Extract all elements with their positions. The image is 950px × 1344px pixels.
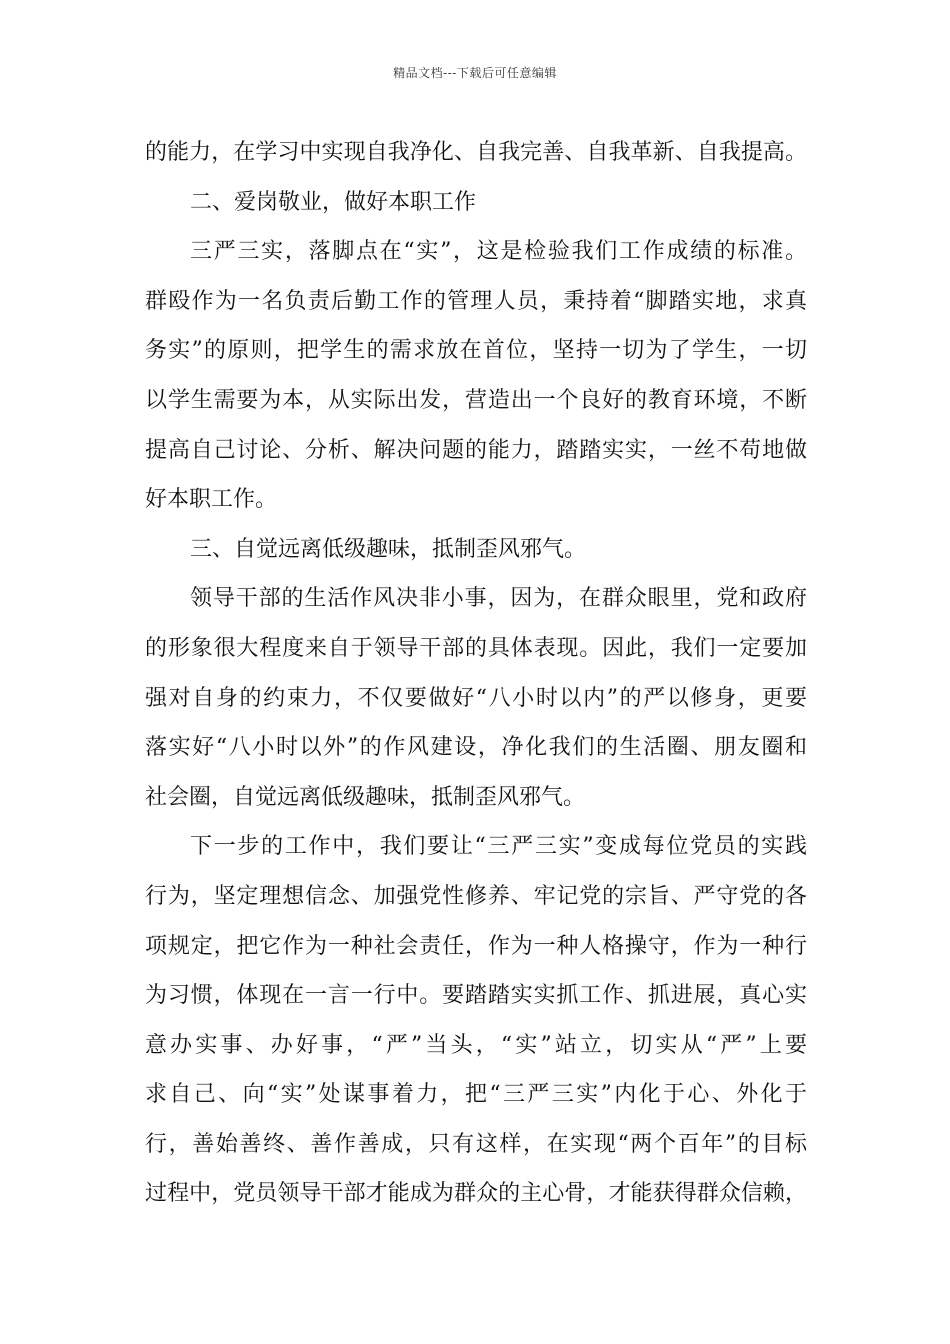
section-heading: 二、爱岗敬业，做好本职工作 — [190, 189, 477, 215]
body-line: 的能力，在学习中实现自我净化、自我完善、自我革新、自我提高。 — [145, 140, 807, 165]
body-line: 求自己、向“实”处谋事着力，把“三严三实”内化于心、外化于 — [145, 1082, 807, 1108]
page-header: 精品文档---下载后可任意编辑 — [393, 66, 557, 80]
body-line: 过程中，党员领导干部才能成为群众的主心骨，才能获得群众信赖， — [145, 1181, 807, 1207]
body-line: 意办实事、办好事，“严”当头，“实”站立，切实从“严”上要 — [145, 1032, 807, 1058]
section-heading: 三、自觉远离低级趣味，抵制歪风邪气。 — [190, 536, 587, 562]
body-line: 为习惯，体现在一言一行中。要踏踏实实抓工作、抓进展，真心实 — [145, 983, 807, 1009]
body-line: 三严三实，落脚点在“实”，这是检验我们工作成绩的标准。 — [190, 239, 807, 265]
body-line: 提高自己讨论、分析、解决问题的能力，踏踏实实，一丝不苟地做 — [145, 437, 807, 463]
body-line: 以学生需要为本，从实际出发，营造出一个良好的教育环境，不断 — [145, 387, 807, 413]
body-line: 领导干部的生活作风决非小事，因为，在群众眼里，党和政府 — [190, 586, 807, 612]
body-line: 强对自身的约束力，不仅要做好“八小时以内”的严以修身，更要 — [145, 685, 807, 711]
body-line: 好本职工作。 — [145, 487, 278, 513]
body-line: 社会圈，自觉远离低级趣味，抵制歪风邪气。 — [145, 784, 586, 810]
body-line: 行为，坚定理想信念、加强党性修养、牢记党的宗旨、严守党的各 — [145, 883, 807, 909]
body-line: 行，善始善终、善作善成，只有这样，在实现“两个百年”的目标 — [145, 1131, 807, 1157]
body-line: 的形象很大程度来自于领导干部的具体表现。因此，我们一定要加 — [145, 635, 807, 661]
body-line: 下一步的工作中，我们要让“三严三实”变成每位党员的实践 — [190, 834, 807, 860]
document-body — [145, 128, 807, 1219]
body-line: 落实好“八小时以外”的作风建设，净化我们的生活圈、朋友圈和 — [145, 735, 807, 761]
body-line: 项规定，把它作为一种社会责任，作为一种人格操守，作为一种行 — [145, 933, 807, 959]
body-line: 务实”的原则，把学生的需求放在首位，坚持一切为了学生，一切 — [145, 338, 807, 364]
body-line: 群殴作为一名负责后勤工作的管理人员，秉持着“脚踏实地，求真 — [145, 288, 807, 314]
